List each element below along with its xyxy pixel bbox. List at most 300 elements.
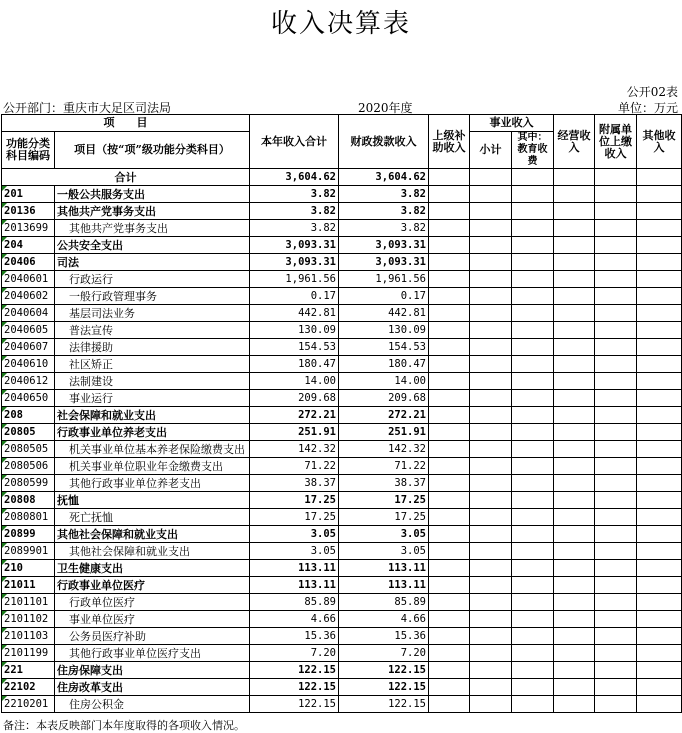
page-title: 收入决算表 [270, 9, 411, 39]
empty-cell [512, 237, 554, 254]
row-name: 普法宣传 [55, 322, 250, 339]
header-edu-fee: 其中：教育收费 [512, 132, 554, 169]
year-label: 2020年度 [358, 101, 413, 115]
empty-cell [429, 254, 470, 271]
empty-cell [637, 560, 682, 577]
row-fiscal: 71.22 [339, 458, 429, 475]
empty-cell [470, 696, 512, 713]
row-fiscal: 272.21 [339, 407, 429, 424]
header-total-income: 本年收入合计 [250, 115, 339, 169]
empty-cell [595, 594, 637, 611]
unit-label: 单位：万元 [617, 101, 678, 115]
empty-cell [595, 492, 637, 509]
row-name: 其他社会保障和就业支出 [55, 526, 250, 543]
row-name: 机关事业单位职业年金缴费支出 [55, 458, 250, 475]
row-name: 事业单位医疗 [55, 611, 250, 628]
empty-cell [554, 441, 595, 458]
empty-cell [595, 645, 637, 662]
empty-cell [637, 458, 682, 475]
empty-cell [470, 509, 512, 526]
empty-cell [554, 509, 595, 526]
table-row [2, 696, 682, 713]
row-total-income: 0.17 [250, 288, 339, 305]
table-row [2, 509, 682, 526]
table-row [2, 271, 682, 288]
empty-cell [554, 696, 595, 713]
row-code: 2040612 [2, 373, 55, 390]
row-code: 2080505 [2, 441, 55, 458]
empty-cell [470, 560, 512, 577]
empty-cell [429, 645, 470, 662]
row-name: 公共安全支出 [55, 237, 250, 254]
empty-cell [554, 288, 595, 305]
row-code: 20808 [2, 492, 55, 509]
row-total-income: 3.05 [250, 543, 339, 560]
row-code: 2101103 [2, 628, 55, 645]
empty-cell [554, 458, 595, 475]
table-row [2, 186, 682, 203]
empty-cell [595, 322, 637, 339]
row-fiscal: 1,961.56 [339, 271, 429, 288]
empty-cell [637, 271, 682, 288]
empty-cell [595, 254, 637, 271]
empty-cell [595, 220, 637, 237]
empty-cell [554, 628, 595, 645]
header-item-desc: 项目（按“项”级功能分类科目） [55, 132, 250, 169]
empty-cell [512, 475, 554, 492]
row-total-income: 442.81 [250, 305, 339, 322]
row-fiscal: 209.68 [339, 390, 429, 407]
table-row [2, 441, 682, 458]
row-name: 其他共产党事务支出 [55, 203, 250, 220]
row-code: 208 [2, 407, 55, 424]
empty-cell [637, 390, 682, 407]
row-total-income: 38.37 [250, 475, 339, 492]
table-row [2, 492, 682, 509]
row-fiscal: 3.05 [339, 543, 429, 560]
row-fiscal: 7.20 [339, 645, 429, 662]
empty-cell [512, 509, 554, 526]
empty-cell [512, 458, 554, 475]
row-name: 死亡抚恤 [55, 509, 250, 526]
empty-cell [637, 373, 682, 390]
row-total-income: 3.82 [250, 220, 339, 237]
empty-cell [637, 645, 682, 662]
empty-cell [470, 679, 512, 696]
empty-cell [429, 679, 470, 696]
empty-cell [429, 322, 470, 339]
row-name: 住房公积金 [55, 696, 250, 713]
table-row [2, 390, 682, 407]
empty-cell [637, 628, 682, 645]
empty-cell [429, 662, 470, 679]
table-row [2, 679, 682, 696]
row-code: 20805 [2, 424, 55, 441]
row-fiscal: 113.11 [339, 577, 429, 594]
row-fiscal: 15.36 [339, 628, 429, 645]
row-code: 2013699 [2, 220, 55, 237]
empty-cell [512, 594, 554, 611]
table-row [2, 458, 682, 475]
empty-cell [637, 203, 682, 220]
header-operating: 经营收入 [554, 115, 595, 169]
empty-cell [637, 679, 682, 696]
empty-cell [637, 322, 682, 339]
row-code: 2101102 [2, 611, 55, 628]
empty-cell [554, 526, 595, 543]
empty-cell [637, 475, 682, 492]
empty-cell [637, 254, 682, 271]
row-code: 20406 [2, 254, 55, 271]
empty-cell [637, 492, 682, 509]
total-row [2, 169, 682, 186]
empty-cell [429, 560, 470, 577]
table-row [2, 424, 682, 441]
empty-cell [512, 288, 554, 305]
empty-cell [470, 628, 512, 645]
table-row [2, 373, 682, 390]
row-code: 2040601 [2, 271, 55, 288]
empty-cell [637, 441, 682, 458]
empty-cell [470, 356, 512, 373]
empty-cell [429, 628, 470, 645]
row-total-income: 4.66 [250, 611, 339, 628]
row-total-income: 3.82 [250, 203, 339, 220]
empty-cell [429, 611, 470, 628]
row-total-income: 3.82 [250, 186, 339, 203]
row-total-income: 1,961.56 [250, 271, 339, 288]
empty-cell [595, 611, 637, 628]
row-fiscal: 122.15 [339, 679, 429, 696]
empty-cell [637, 577, 682, 594]
empty-cell [429, 475, 470, 492]
empty-cell [554, 271, 595, 288]
row-code: 204 [2, 237, 55, 254]
row-name: 法律援助 [55, 339, 250, 356]
empty-cell [512, 356, 554, 373]
empty-cell [595, 526, 637, 543]
header-subtotal: 小计 [470, 132, 512, 169]
empty-cell [554, 186, 595, 203]
row-code: 201 [2, 186, 55, 203]
empty-cell [470, 577, 512, 594]
table-row [2, 594, 682, 611]
empty-cell [554, 645, 595, 662]
table-row [2, 662, 682, 679]
empty-cell [470, 237, 512, 254]
table-row [2, 339, 682, 356]
empty-cell [637, 339, 682, 356]
empty-cell [429, 203, 470, 220]
empty-cell [554, 203, 595, 220]
empty-cell [595, 339, 637, 356]
empty-cell [554, 407, 595, 424]
empty-cell [554, 662, 595, 679]
empty-cell [595, 356, 637, 373]
header-item: 项 目 [2, 115, 250, 132]
header-business-income: 事业收入 [470, 115, 554, 132]
empty-cell [637, 696, 682, 713]
table-row [2, 560, 682, 577]
table-row [2, 288, 682, 305]
row-code: 21011 [2, 577, 55, 594]
empty-cell [595, 424, 637, 441]
empty-cell [512, 679, 554, 696]
row-total-income: 180.47 [250, 356, 339, 373]
empty-cell [512, 577, 554, 594]
row-fiscal: 4.66 [339, 611, 429, 628]
total-income-value: 3,604.62 [250, 169, 339, 186]
row-fiscal: 17.25 [339, 509, 429, 526]
row-fiscal: 14.00 [339, 373, 429, 390]
empty-cell [512, 305, 554, 322]
table-row [2, 526, 682, 543]
row-code: 2080506 [2, 458, 55, 475]
empty-cell [595, 407, 637, 424]
empty-cell [554, 577, 595, 594]
row-total-income: 7.20 [250, 645, 339, 662]
row-total-income: 122.15 [250, 696, 339, 713]
empty-cell [470, 441, 512, 458]
empty-cell [470, 373, 512, 390]
row-total-income: 3,093.31 [250, 237, 339, 254]
row-name: 机关事业单位基本养老保险缴费支出 [55, 441, 250, 458]
empty-cell [470, 662, 512, 679]
empty-cell [637, 356, 682, 373]
table-row [2, 254, 682, 271]
row-code: 2040604 [2, 305, 55, 322]
empty-cell [554, 339, 595, 356]
row-code: 2080801 [2, 509, 55, 526]
row-code: 2040605 [2, 322, 55, 339]
header-affiliated: 附属单位上缴收入 [595, 115, 637, 169]
row-name: 其他共产党事务支出 [55, 220, 250, 237]
row-fiscal: 251.91 [339, 424, 429, 441]
row-code: 221 [2, 662, 55, 679]
empty-cell [429, 441, 470, 458]
row-total-income: 209.68 [250, 390, 339, 407]
empty-cell [554, 373, 595, 390]
row-code: 2101101 [2, 594, 55, 611]
footnote: 备注：本表反映部门本年度取得的各项收入情况。 [3, 719, 245, 732]
empty-cell [429, 356, 470, 373]
empty-cell [470, 492, 512, 509]
row-code: 20899 [2, 526, 55, 543]
row-name: 其他行政事业单位医疗支出 [55, 645, 250, 662]
empty-cell [637, 407, 682, 424]
empty-cell [595, 203, 637, 220]
row-total-income: 272.21 [250, 407, 339, 424]
empty-cell [470, 339, 512, 356]
empty-cell [637, 543, 682, 560]
empty-cell [429, 458, 470, 475]
empty-cell [429, 492, 470, 509]
empty-cell [512, 543, 554, 560]
empty-cell [512, 628, 554, 645]
empty-cell [429, 288, 470, 305]
row-fiscal: 154.53 [339, 339, 429, 356]
row-fiscal: 142.32 [339, 441, 429, 458]
empty-cell [470, 424, 512, 441]
table-row [2, 407, 682, 424]
empty-cell [554, 305, 595, 322]
row-total-income: 14.00 [250, 373, 339, 390]
empty-cell [554, 560, 595, 577]
empty-cell [595, 458, 637, 475]
row-fiscal: 38.37 [339, 475, 429, 492]
empty-cell [512, 186, 554, 203]
empty-cell [512, 611, 554, 628]
empty-cell [595, 237, 637, 254]
row-code: 2040602 [2, 288, 55, 305]
table-row [2, 237, 682, 254]
row-code: 2101199 [2, 645, 55, 662]
empty-cell [637, 237, 682, 254]
row-code: 2040610 [2, 356, 55, 373]
empty-cell [512, 407, 554, 424]
empty-cell [595, 679, 637, 696]
empty-cell [429, 509, 470, 526]
table-row [2, 645, 682, 662]
empty-cell [470, 526, 512, 543]
row-name: 行政运行 [55, 271, 250, 288]
row-fiscal: 122.15 [339, 696, 429, 713]
row-code: 2040607 [2, 339, 55, 356]
empty-cell [554, 356, 595, 373]
empty-cell [637, 594, 682, 611]
empty-cell [595, 696, 637, 713]
table-row [2, 203, 682, 220]
row-name: 行政单位医疗 [55, 594, 250, 611]
row-total-income: 17.25 [250, 492, 339, 509]
table-row [2, 475, 682, 492]
header-func-code: 功能分类科目编码 [2, 132, 55, 169]
row-name: 住房改革支出 [55, 679, 250, 696]
empty-cell [429, 696, 470, 713]
row-fiscal: 3,093.31 [339, 237, 429, 254]
empty-cell [429, 237, 470, 254]
empty-cell [595, 577, 637, 594]
empty-cell [595, 305, 637, 322]
empty-cell [554, 594, 595, 611]
empty-cell [429, 577, 470, 594]
empty-cell [554, 220, 595, 237]
row-total-income: 154.53 [250, 339, 339, 356]
empty-cell [637, 288, 682, 305]
empty-cell [554, 492, 595, 509]
table-row [2, 611, 682, 628]
total-label: 合计 [2, 169, 250, 186]
empty-cell [637, 526, 682, 543]
empty-cell [470, 543, 512, 560]
empty-cell [470, 458, 512, 475]
empty-cell [470, 322, 512, 339]
empty-cell [637, 220, 682, 237]
empty-cell [595, 390, 637, 407]
empty-cell [512, 339, 554, 356]
empty-cell [512, 390, 554, 407]
row-name: 一般行政管理事务 [55, 288, 250, 305]
table-row [2, 305, 682, 322]
row-code: 2089901 [2, 543, 55, 560]
row-code: 2080599 [2, 475, 55, 492]
empty-cell [595, 373, 637, 390]
empty-cell [429, 407, 470, 424]
header-fiscal: 财政拨款收入 [339, 115, 429, 169]
empty-cell [637, 662, 682, 679]
empty-cell [595, 509, 637, 526]
row-fiscal: 122.15 [339, 662, 429, 679]
empty-cell [470, 407, 512, 424]
empty-cell [512, 441, 554, 458]
empty-cell [595, 543, 637, 560]
empty-cell [470, 390, 512, 407]
header-other: 其他收入 [637, 115, 682, 169]
empty-cell [429, 339, 470, 356]
row-name: 基层司法业务 [55, 305, 250, 322]
empty-cell [470, 475, 512, 492]
empty-cell [512, 271, 554, 288]
table-row [2, 356, 682, 373]
row-fiscal: 3,093.31 [339, 254, 429, 271]
row-name: 抚恤 [55, 492, 250, 509]
row-name: 法制建设 [55, 373, 250, 390]
table-row [2, 577, 682, 594]
empty-cell [554, 322, 595, 339]
empty-cell [470, 611, 512, 628]
row-fiscal: 3.82 [339, 220, 429, 237]
row-name: 行政事业单位养老支出 [55, 424, 250, 441]
row-total-income: 71.22 [250, 458, 339, 475]
empty-cell [554, 254, 595, 271]
income-table [1, 114, 682, 713]
empty-cell [512, 526, 554, 543]
empty-cell [554, 679, 595, 696]
row-code: 20136 [2, 203, 55, 220]
table-row [2, 628, 682, 645]
empty-cell [429, 271, 470, 288]
empty-cell [595, 628, 637, 645]
empty-cell [512, 220, 554, 237]
row-total-income: 122.15 [250, 679, 339, 696]
row-fiscal: 3.82 [339, 186, 429, 203]
row-total-income: 122.15 [250, 662, 339, 679]
row-name: 其他社会保障和就业支出 [55, 543, 250, 560]
empty-cell [512, 424, 554, 441]
row-fiscal: 17.25 [339, 492, 429, 509]
empty-cell [429, 186, 470, 203]
department-label: 公开部门：重庆市大足区司法局 [3, 101, 172, 115]
empty-cell [554, 543, 595, 560]
table-row [2, 322, 682, 339]
row-total-income: 113.11 [250, 560, 339, 577]
empty-cell [512, 560, 554, 577]
row-fiscal: 130.09 [339, 322, 429, 339]
empty-cell [470, 305, 512, 322]
empty-cell [470, 254, 512, 271]
empty-cell [512, 492, 554, 509]
empty-cell [470, 288, 512, 305]
row-fiscal: 85.89 [339, 594, 429, 611]
empty-cell [595, 441, 637, 458]
empty-cell [512, 254, 554, 271]
row-code: 2040650 [2, 390, 55, 407]
empty-cell [637, 611, 682, 628]
row-total-income: 142.32 [250, 441, 339, 458]
empty-cell [595, 475, 637, 492]
row-total-income: 17.25 [250, 509, 339, 526]
total-fiscal-value: 3,604.62 [339, 169, 429, 186]
